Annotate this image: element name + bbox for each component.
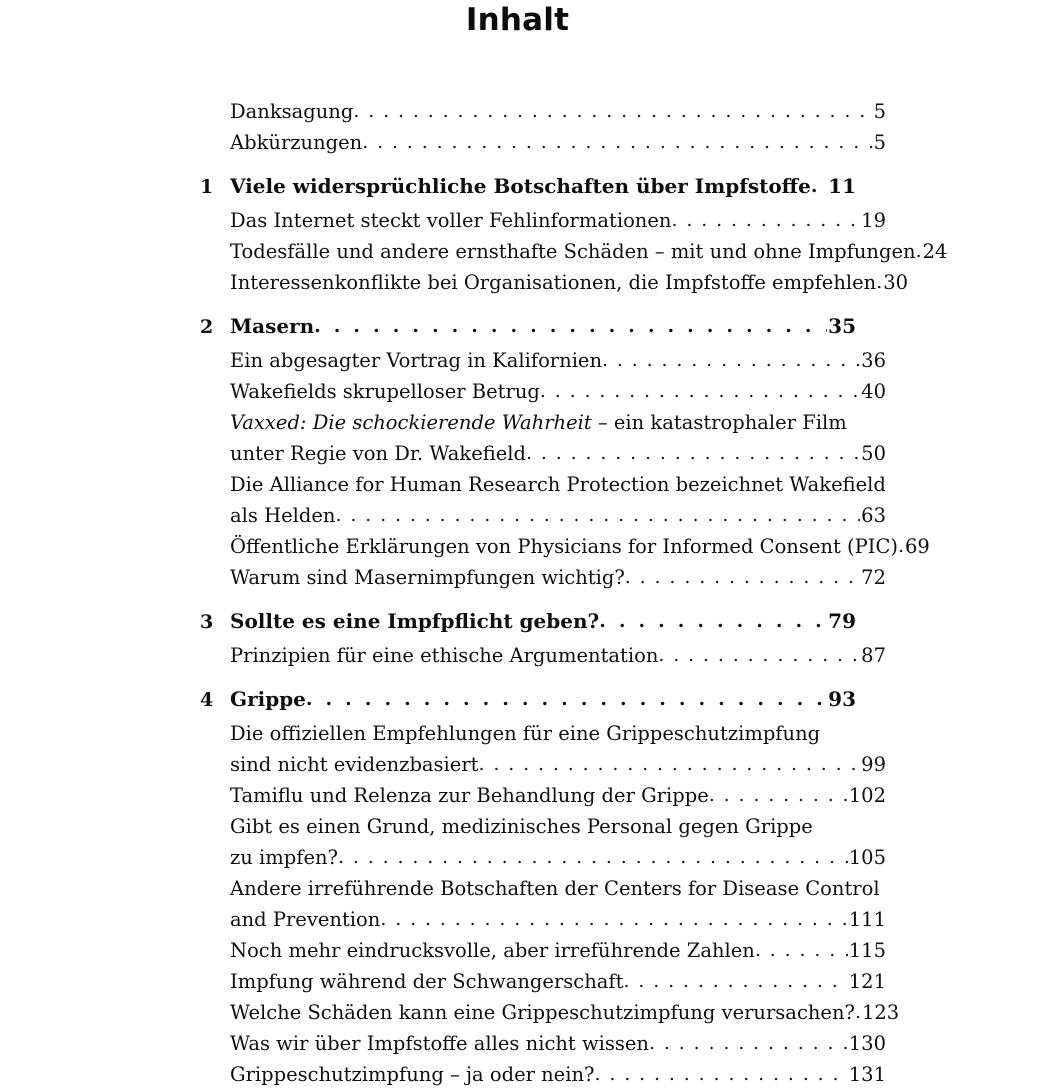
dot-leader [599, 610, 827, 632]
toc-sub-entry[interactable] [0, 267, 1056, 298]
page-number: 93 [828, 687, 856, 711]
toc-sub-entry[interactable] [0, 376, 1056, 407]
chapter-number: 4 [200, 689, 214, 711]
toc-entry-title: Noch mehr eindrucksvolle, aber irreführende Zahlen [230, 939, 755, 962]
dot-leader [876, 271, 882, 293]
toc-entry-row [0, 684, 856, 715]
toc-entry-row [0, 500, 886, 531]
toc-entry-row [0, 311, 856, 342]
page-number: 50 [861, 442, 886, 465]
dot-leader [623, 970, 847, 992]
page-number: 40 [861, 380, 886, 403]
toc-entry-title: Interessenkonflikte bei Organisationen, die Impfstoffe empfehlen [230, 271, 877, 294]
toc-sub-entry[interactable] [0, 997, 1056, 1028]
toc-entry-title: Grippeschutzimpfung – ja oder nein? [230, 1063, 595, 1086]
toc-entry-title: Ein abgesagter Vortrag in Kalifornien [230, 349, 603, 372]
dot-leader [380, 908, 847, 930]
toc-entry-row [0, 606, 856, 637]
toc-entry-title: Warum sind Masernimpfungen wichtig? [230, 566, 625, 589]
toc-entry-title: Tamiflu und Relenza zur Behandlung der Grippe [230, 784, 709, 807]
dot-leader [625, 566, 860, 588]
page-number: 105 [848, 846, 886, 869]
page-number: 87 [861, 644, 886, 667]
page-number: 24 [922, 240, 948, 263]
toc-sub-entry[interactable] [0, 640, 1056, 671]
dot-leader [755, 939, 848, 961]
toc-sub-entry[interactable] [0, 718, 1056, 780]
dot-leader [671, 209, 860, 231]
toc-entry-row [0, 640, 886, 671]
toc-entry-row [0, 749, 886, 780]
toc-entry-title: Todesfälle und andere ernsthafte Schäden – mit und ohne Impfungen [230, 240, 916, 263]
page-number: 111 [848, 908, 886, 931]
page-number: 19 [861, 209, 886, 232]
dot-leader [658, 644, 860, 666]
chapter-number: 2 [200, 316, 214, 338]
toc-entry-row [0, 205, 886, 236]
toc-sub-entry[interactable] [0, 811, 1056, 873]
page-number: 99 [861, 753, 886, 776]
dot-leader [314, 315, 827, 337]
dot-leader [353, 100, 872, 122]
page-number: 63 [861, 504, 886, 527]
dot-leader [526, 442, 860, 464]
toc-entry-title: Viele widersprüchliche Botschaften über Impfstoffe [230, 174, 811, 198]
toc-entry-title: als Helden [230, 504, 336, 527]
toc-entry-row [0, 127, 886, 158]
page-number: 123 [861, 1001, 900, 1024]
toc-sub-entry[interactable] [0, 1059, 1056, 1090]
toc-entry-row [0, 345, 886, 376]
toc-chapter-entry[interactable] [0, 171, 1056, 202]
toc-entry-title: Prinzipien für eine ethische Argumentation [230, 644, 659, 667]
chapter-number: 1 [200, 176, 214, 198]
page-number: 115 [848, 939, 886, 962]
toc-entry-line: Die offiziellen Empfehlungen für eine Grippeschutzimpfung [230, 722, 821, 745]
toc-sub-entry[interactable] [0, 1028, 1056, 1059]
toc-entry-title: Grippe [230, 687, 306, 711]
toc-entry-title: Öffentliche Erklärungen von Physicians for Informed Consent (PIC) [230, 535, 898, 558]
dot-leader [649, 1032, 848, 1054]
page-title: Inhalt [465, 2, 570, 38]
dot-leader [811, 175, 827, 197]
toc-sub-entry[interactable] [0, 935, 1056, 966]
italic-film-title: Vaxxed: Die schockierende Wahrheit [230, 411, 592, 434]
toc-sub-entry[interactable] [0, 531, 1056, 562]
toc-entry-row [0, 96, 886, 127]
table-of-contents [0, 96, 1056, 1090]
toc-entry-row [0, 236, 948, 267]
dot-leader [338, 846, 848, 868]
dot-leader [540, 380, 860, 402]
page-number: 79 [828, 609, 856, 633]
page-number: 69 [904, 535, 930, 558]
toc-sub-entry[interactable] [0, 205, 1056, 236]
toc-entry-title: Wakefields skrupelloser Betrug [230, 380, 540, 403]
toc-entry-row [0, 842, 886, 873]
toc-entry-title: Impfung während der Schwangerschaft [230, 970, 624, 993]
page-number: 5 [873, 100, 886, 123]
toc-chapter-entry[interactable] [0, 606, 1056, 637]
toc-entry-title: Was wir über Impfstoffe alles nicht wissen [230, 1032, 649, 1055]
toc-entry-row [0, 997, 900, 1028]
toc-entry-row [0, 780, 886, 811]
toc-sub-entry[interactable] [0, 127, 1056, 158]
dot-leader [602, 349, 860, 371]
toc-sub-entry[interactable] [0, 96, 1056, 127]
toc-entry-title: Danksagung [230, 100, 354, 123]
toc-entry-title: and Prevention [230, 908, 381, 931]
toc-entry-line: Vaxxed: Die schockierende Wahrheit – ein katastrophaler Film [230, 411, 847, 434]
toc-sub-entry[interactable] [0, 407, 1056, 469]
toc-entry-line: Die Alliance for Human Research Protection bezeichnet Wakefield [230, 473, 886, 496]
page-number: 11 [828, 174, 856, 198]
dot-leader [362, 131, 872, 153]
toc-entry-title: Welche Schäden kann eine Grippeschutzimpfung verursachen? [230, 1001, 855, 1024]
toc-entry-line: Gibt es einen Grund, medizinisches Personal gegen Grippe [230, 815, 813, 838]
toc-sub-entry[interactable] [0, 966, 1056, 997]
dot-leader [335, 504, 860, 526]
toc-entry-row [0, 1059, 886, 1090]
page-number: 72 [861, 566, 886, 589]
page-number: 131 [848, 1063, 886, 1086]
page-number: 102 [848, 784, 886, 807]
toc-entry-row [0, 562, 886, 593]
toc-entry-row [0, 1028, 886, 1059]
chapter-number: 3 [200, 611, 214, 633]
toc-entry-title: Masern [230, 314, 315, 338]
toc-entry-title: Sollte es eine Impfpflicht geben? [230, 609, 600, 633]
toc-entry-row [0, 531, 930, 562]
toc-entry-row [0, 267, 909, 298]
dot-leader [709, 784, 848, 806]
dot-leader [916, 240, 922, 262]
toc-entry-row [0, 171, 856, 202]
toc-sub-entry[interactable] [0, 780, 1056, 811]
toc-entry-row [0, 376, 886, 407]
dot-leader [306, 688, 827, 710]
toc-entry-title: Abkürzungen [230, 131, 363, 154]
toc-sub-entry[interactable] [0, 469, 1056, 531]
toc-chapter-entry[interactable] [0, 311, 1056, 342]
dot-leader [898, 535, 904, 557]
toc-entry-row [0, 438, 886, 469]
toc-sub-entry[interactable] [0, 345, 1056, 376]
toc-chapter-entry[interactable] [0, 684, 1056, 715]
toc-sub-entry[interactable] [0, 873, 1056, 935]
toc-entry-title: Das Internet steckt voller Fehlinformationen [230, 209, 672, 232]
page-number: 35 [828, 314, 856, 338]
toc-sub-entry[interactable] [0, 562, 1056, 593]
page-number: 36 [861, 349, 886, 372]
dot-leader [479, 753, 861, 775]
dot-leader [594, 1063, 847, 1085]
page-number: 30 [883, 271, 909, 294]
toc-entry-row [0, 904, 886, 935]
page-number: 121 [848, 970, 886, 993]
toc-entry-row [0, 935, 886, 966]
toc-entry-title: zu impfen? [230, 846, 339, 869]
toc-entry-row [0, 966, 886, 997]
toc-entry-title: unter Regie von Dr. Wakefield [230, 442, 527, 465]
toc-entry-title: sind nicht evidenzbasiert [230, 753, 479, 776]
toc-sub-entry[interactable] [0, 236, 1056, 267]
dot-leader [855, 1001, 861, 1023]
toc-entry-line: Andere irreführende Botschaften der Centers for Disease Control [230, 877, 880, 900]
page-number: 130 [848, 1032, 886, 1055]
page-number: 5 [873, 131, 886, 154]
